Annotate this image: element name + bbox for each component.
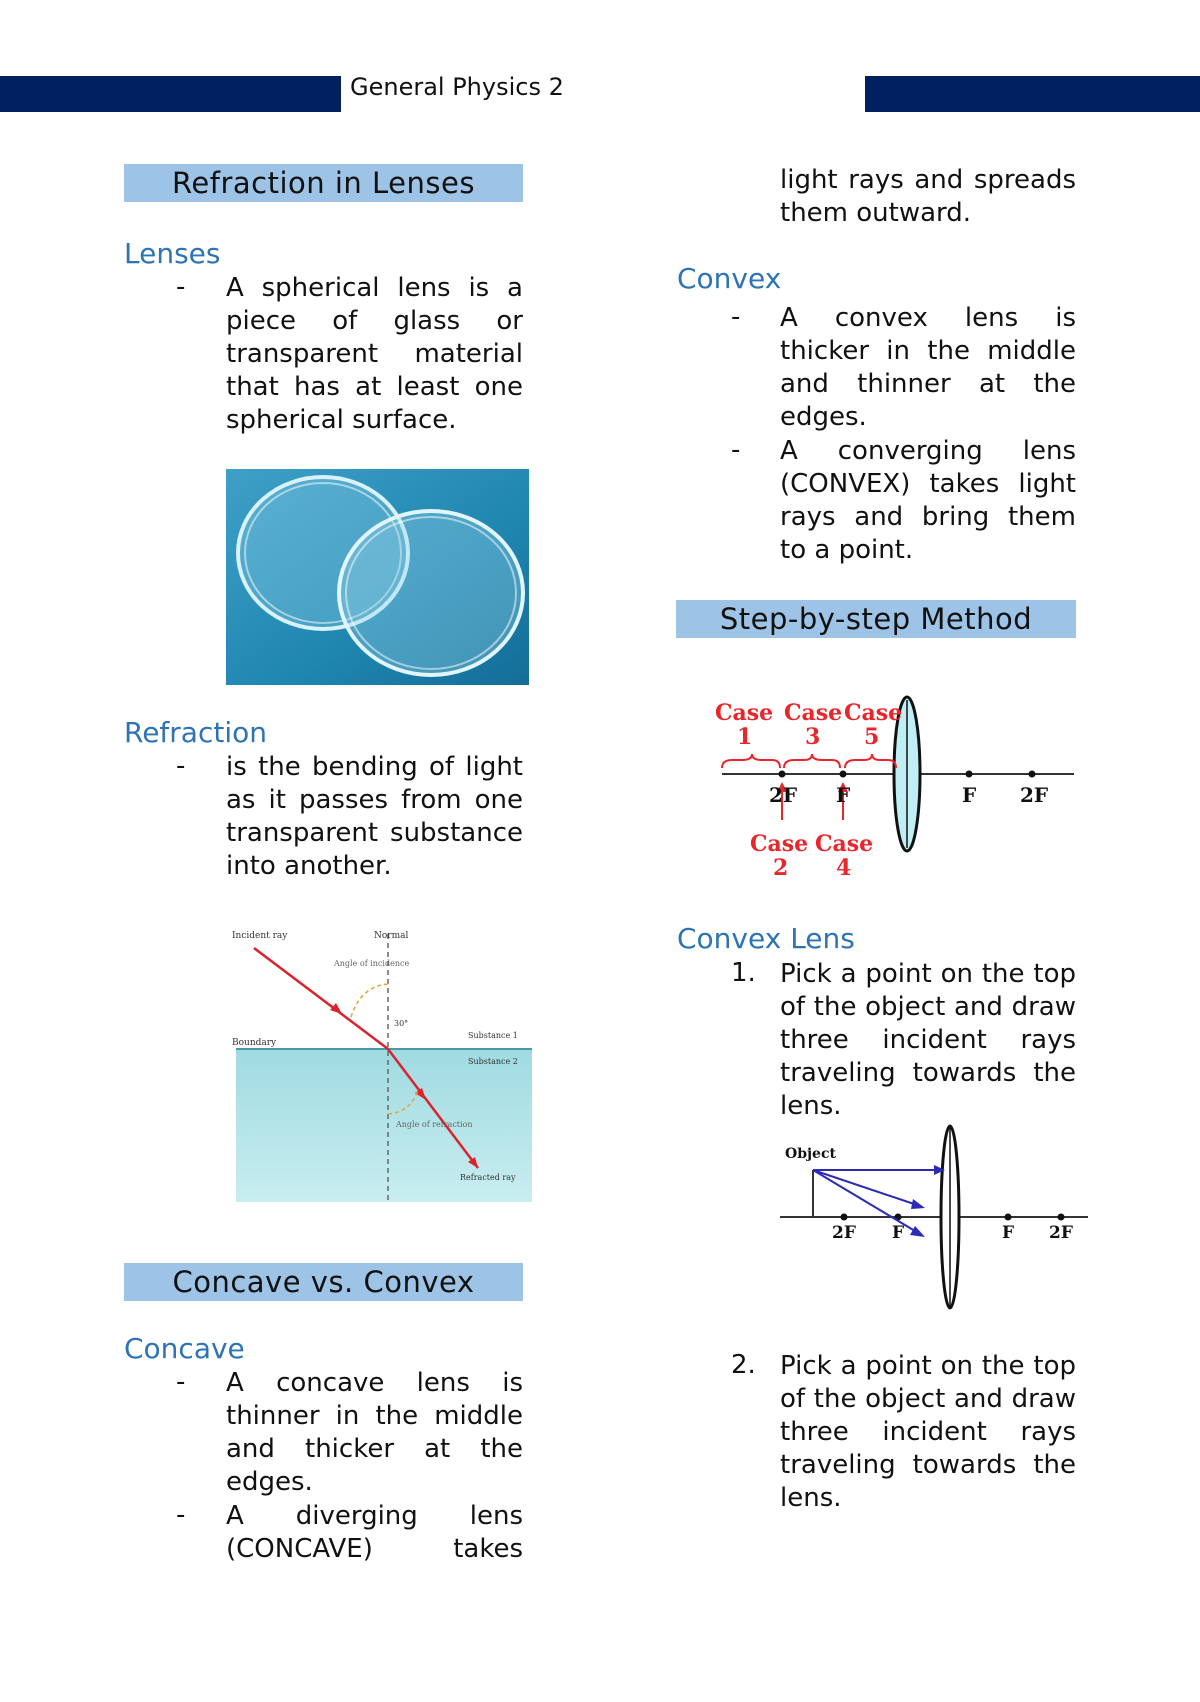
label-f-left: F <box>836 783 851 807</box>
object-ray-diagram <box>780 1122 1088 1316</box>
step-1-text: Pick a point on the top of the object and draw three incident rays traveling towards the lens. <box>780 959 1076 1121</box>
label-normal: Normal <box>374 931 409 941</box>
bullet-dash: - <box>176 1367 186 1397</box>
case-4-number: 4 <box>836 855 852 881</box>
label-substance-2: Substance 2 <box>468 1057 518 1066</box>
section-title-step-by-step: Step-by-step Method <box>676 600 1076 638</box>
case-1-number: 1 <box>737 724 753 750</box>
bullet-dash: - <box>176 272 186 302</box>
refraction-bullet: is the bending of light as it passes from one transparent substance into another. <box>226 752 523 881</box>
bullet-dash: - <box>176 751 186 781</box>
label-angle-refraction: Angle of refraction <box>396 1120 473 1129</box>
bullet-dash: - <box>731 302 741 332</box>
obj-label-2f-left: 2F <box>832 1223 856 1243</box>
header-title: General Physics 2 <box>350 73 564 101</box>
label-angle-value: 30° <box>394 1019 409 1028</box>
label-angle-incidence: Angle of incidence <box>334 959 410 968</box>
case-4-label: Case <box>815 831 874 857</box>
obj-label-f-left: F <box>892 1223 905 1243</box>
bullet-dash: - <box>176 1500 186 1530</box>
step-2-text: Pick a point on the top of the object and draw three incident rays traveling towards the lens. <box>780 1351 1076 1513</box>
obj-label-2f-right: 2F <box>1049 1223 1073 1243</box>
bullet-dash: - <box>731 435 741 465</box>
label-f-right: F <box>962 783 977 807</box>
convex-bullet-2: A converging lens (CONVEX) takes light rays and bring them to a point. <box>780 436 1076 565</box>
label-incident-ray: Incident ray <box>232 931 288 941</box>
step-1-number: 1. <box>731 958 756 988</box>
label-2f-left: 2F <box>769 783 798 807</box>
case-2-number: 2 <box>773 855 789 881</box>
case-3-number: 3 <box>805 724 821 750</box>
header-bar-right <box>865 76 1200 112</box>
subheading-convex-lens: Convex Lens <box>677 922 855 955</box>
convex-bullet-1: A convex lens is thicker in the middle and thinner at the edges. <box>780 303 1076 432</box>
concave-bullet-2: A diverging lens (CONCAVE) takes <box>226 1501 523 1564</box>
case-3-label: Case <box>784 700 843 726</box>
label-substance-1: Substance 1 <box>468 1031 518 1040</box>
object-label: Object <box>785 1146 836 1162</box>
subheading-refraction: Refraction <box>124 716 267 749</box>
case-2-label: Case <box>750 831 809 857</box>
subheading-concave: Concave <box>124 1332 245 1365</box>
step-2-number: 2. <box>731 1350 756 1380</box>
section-title-refraction-in-lenses: Refraction in Lenses <box>124 164 523 202</box>
label-2f-right: 2F <box>1020 783 1049 807</box>
subheading-lenses: Lenses <box>124 237 221 270</box>
lenses-bullet: A spherical lens is a piece of glass or transparent material that has at least one spherical surface. <box>226 273 523 435</box>
section-title-concave-vs-convex: Concave vs. Convex <box>124 1263 523 1301</box>
obj-label-f-right: F <box>1002 1223 1015 1243</box>
subheading-convex: Convex <box>677 262 782 295</box>
label-refracted-ray: Refracted ray <box>460 1173 516 1182</box>
refraction-diagram <box>226 924 532 1202</box>
case-5-number: 5 <box>864 724 880 750</box>
case-5-label: Case <box>844 700 903 726</box>
header-bar-left <box>0 76 341 112</box>
label-boundary: Boundary <box>232 1038 277 1048</box>
case-1-label: Case <box>715 700 774 726</box>
lens-cases-diagram <box>712 690 1077 890</box>
concave-bullet-1: A concave lens is thinner in the middle and thicker at the edges. <box>226 1368 523 1497</box>
lens-photo <box>226 469 529 685</box>
continued-text: light rays and spreads them outward. <box>780 165 1076 228</box>
